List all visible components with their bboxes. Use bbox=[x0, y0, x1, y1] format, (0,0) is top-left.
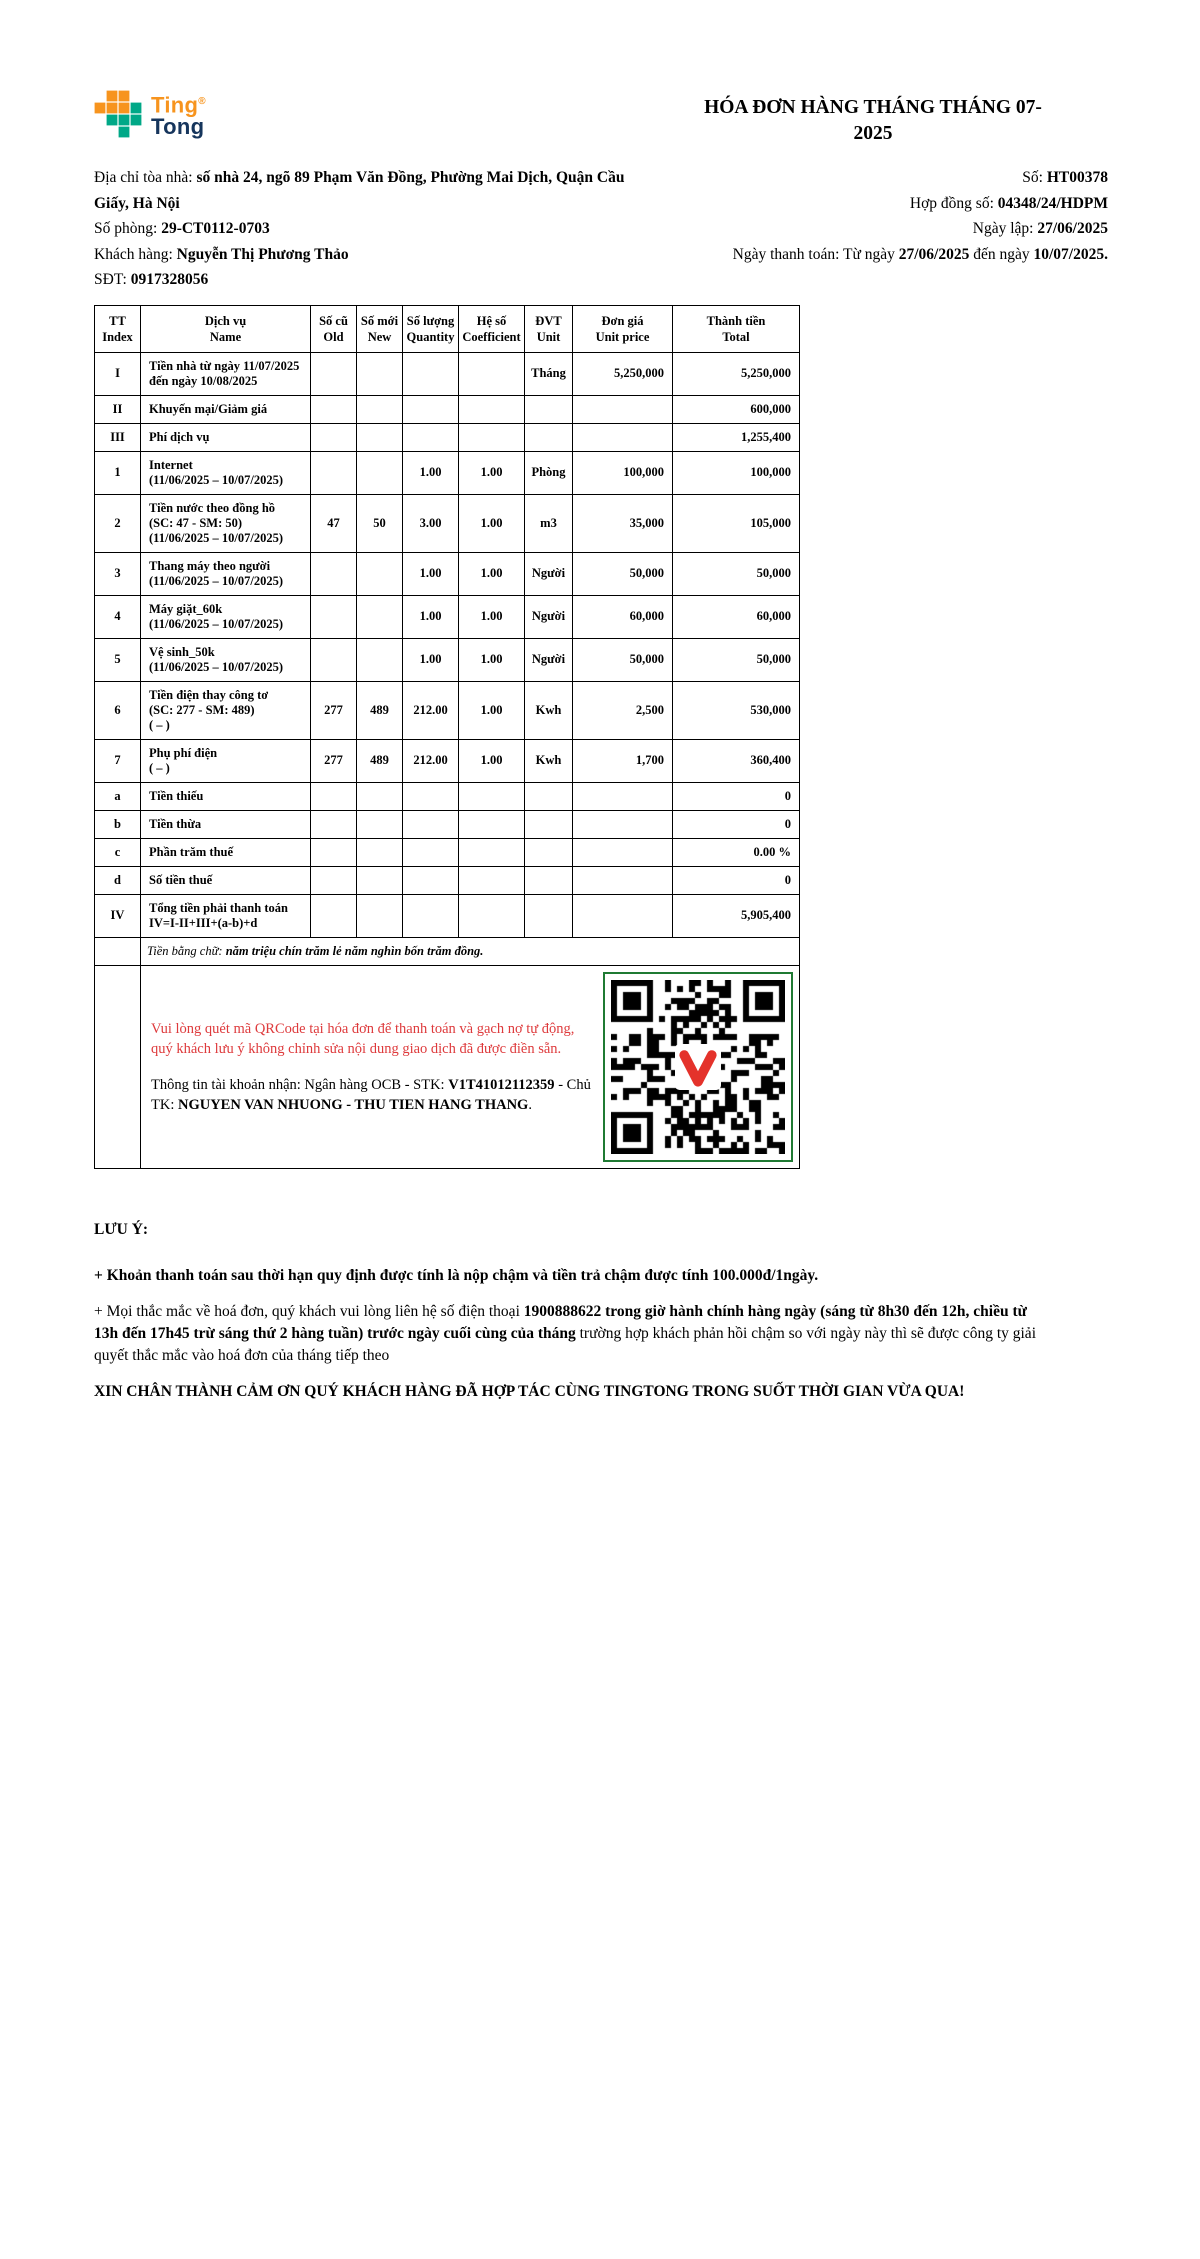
amount-in-words-row bbox=[95, 937, 800, 965]
col-header-new: Số mới New bbox=[357, 305, 403, 352]
cell-unit: Người bbox=[525, 552, 573, 595]
cell-unit bbox=[525, 810, 573, 838]
tingtong-logo-icon bbox=[94, 90, 142, 138]
late-payment-note: + Khoản thanh toán sau thời hạn quy định được tính là nộp chậm và tiền trả chậm được tính 100.000đ/1ngày. bbox=[94, 1266, 819, 1284]
cell-name: Phí dịch vụ bbox=[141, 423, 311, 451]
table-row bbox=[95, 595, 800, 638]
cell-old bbox=[311, 552, 357, 595]
cell-total: 360,400 bbox=[673, 739, 800, 782]
cell-total: 5,905,400 bbox=[673, 894, 800, 937]
cell-total: 100,000 bbox=[673, 451, 800, 494]
col-header-unit-price: Đơn giá Unit price bbox=[573, 305, 673, 352]
col-header-tt: TT Index bbox=[95, 305, 141, 352]
amount-in-words: Tiền bằng chữ: năm triệu chín trăm lẻ năm nghìn bốn trăm đồng. bbox=[141, 937, 800, 965]
invoice-table bbox=[94, 305, 800, 1169]
cell-coef bbox=[459, 423, 525, 451]
cell-new bbox=[357, 595, 403, 638]
cell-old bbox=[311, 782, 357, 810]
cell-tt: b bbox=[95, 810, 141, 838]
cell-tt-empty bbox=[95, 937, 141, 965]
cell-tt: IV bbox=[95, 894, 141, 937]
col-header-service: Dịch vụ Name bbox=[141, 305, 311, 352]
qr-payment-cell bbox=[141, 965, 800, 1168]
cell-name: Máy giặt_60k (11/06/2025 – 10/07/2025) bbox=[141, 595, 311, 638]
table-row bbox=[95, 739, 800, 782]
tingtong-logo bbox=[94, 90, 206, 138]
table-row bbox=[95, 838, 800, 866]
cell-coef: 1.00 bbox=[459, 552, 525, 595]
cell-coef: 1.00 bbox=[459, 494, 525, 552]
invoice-title-line2: 2025 bbox=[853, 123, 893, 144]
contact-note: + Mọi thắc mắc về hoá đơn, quý khách vui lòng liên hệ số điện thoại 1900888622 trong giờ hành chính hàng ngày (sáng từ 8h30 đến 12h, chiều từ 13h đến 17h45 trừ sáng thứ 2 hàng tuần) trước ngày cuối cùng của tháng trường hợp khách phản hồi chậm so với ngày này thì sẽ được công ty giải quyết thắc mắc vào hoá đơn của tháng tiếp theo bbox=[94, 1302, 1036, 1364]
cell-old bbox=[311, 894, 357, 937]
invoice-page bbox=[94, 0, 1108, 1403]
cell-new bbox=[357, 423, 403, 451]
cell-tt: 1 bbox=[95, 451, 141, 494]
cell-qty: 1.00 bbox=[403, 552, 459, 595]
cell-coef: 1.00 bbox=[459, 638, 525, 681]
table-row bbox=[95, 423, 800, 451]
table-row bbox=[95, 782, 800, 810]
col-header-old: Số cũ Old bbox=[311, 305, 357, 352]
invoice-info bbox=[94, 165, 1108, 293]
cell-unit bbox=[525, 395, 573, 423]
cell-total: 105,000 bbox=[673, 494, 800, 552]
table-row bbox=[95, 638, 800, 681]
cell-unit: Kwh bbox=[525, 739, 573, 782]
invoice-title bbox=[638, 90, 1108, 147]
cell-old: 277 bbox=[311, 681, 357, 739]
cell-qty bbox=[403, 352, 459, 395]
thanks-note: XIN CHÂN THÀNH CẢM ƠN QUÝ KHÁCH HÀNG ĐÃ HỢP TÁC CÙNG TINGTONG TRONG SUỐT THỜI GIAN VỪA QUA! bbox=[94, 1382, 965, 1400]
cell-qty: 212.00 bbox=[403, 739, 459, 782]
cell-price: 60,000 bbox=[573, 595, 673, 638]
notes-heading: LƯU Ý: bbox=[94, 1220, 149, 1238]
table-row bbox=[95, 494, 800, 552]
col-header-quantity: Số lượng Quantity bbox=[403, 305, 459, 352]
cell-tt: III bbox=[95, 423, 141, 451]
cell-price bbox=[573, 838, 673, 866]
cell-coef bbox=[459, 838, 525, 866]
qr-row bbox=[95, 965, 800, 1168]
cell-unit: Người bbox=[525, 638, 573, 681]
cell-unit bbox=[525, 423, 573, 451]
qr-text-block bbox=[147, 1019, 591, 1115]
cell-old bbox=[311, 595, 357, 638]
table-row bbox=[95, 866, 800, 894]
cell-price: 5,250,000 bbox=[573, 352, 673, 395]
room-number-line: Số phòng: 29-CT0112-0703 bbox=[94, 220, 270, 237]
customer-name-line: Khách hàng: Nguyễn Thị Phương Thảo bbox=[94, 245, 349, 263]
building-address-line: Địa chỉ tòa nhà: số nhà 24, ngõ 89 Phạm Văn Đồng, Phường Mai Dịch, Quận Cầu Giấy, Hà Nội bbox=[94, 169, 625, 212]
cell-coef: 1.00 bbox=[459, 451, 525, 494]
table-row bbox=[95, 894, 800, 937]
cell-old bbox=[311, 638, 357, 681]
invoice-info-left bbox=[94, 165, 662, 293]
cell-price: 35,000 bbox=[573, 494, 673, 552]
cell-new bbox=[357, 894, 403, 937]
invoice-header bbox=[94, 90, 1108, 147]
cell-total: 1,255,400 bbox=[673, 423, 800, 451]
cell-new bbox=[357, 838, 403, 866]
cell-old bbox=[311, 866, 357, 894]
cell-name: Tiền thừa bbox=[141, 810, 311, 838]
cell-name: Vệ sinh_50k (11/06/2025 – 10/07/2025) bbox=[141, 638, 311, 681]
invoice-number-line: Số: HT00378 bbox=[1022, 169, 1108, 186]
table-row bbox=[95, 681, 800, 739]
cell-new: 489 bbox=[357, 739, 403, 782]
cell-tt: d bbox=[95, 866, 141, 894]
cell-tt: c bbox=[95, 838, 141, 866]
cell-coef bbox=[459, 866, 525, 894]
cell-price bbox=[573, 423, 673, 451]
cell-qty bbox=[403, 395, 459, 423]
invoice-table-body bbox=[95, 352, 800, 1168]
invoice-footer bbox=[94, 1219, 1052, 1403]
cell-name: Phụ phí điện ( – ) bbox=[141, 739, 311, 782]
cell-tt: 5 bbox=[95, 638, 141, 681]
cell-new bbox=[357, 352, 403, 395]
cell-unit: Phòng bbox=[525, 451, 573, 494]
cell-total: 60,000 bbox=[673, 595, 800, 638]
cell-coef: 1.00 bbox=[459, 681, 525, 739]
col-header-unit: ĐVT Unit bbox=[525, 305, 573, 352]
cell-new bbox=[357, 782, 403, 810]
payment-period-line: Ngày thanh toán: Từ ngày 27/06/2025 đến ngày 10/07/2025. bbox=[732, 245, 1108, 263]
table-row bbox=[95, 552, 800, 595]
col-header-total: Thành tiền Total bbox=[673, 305, 800, 352]
cell-old bbox=[311, 395, 357, 423]
cell-tt: 2 bbox=[95, 494, 141, 552]
cell-total: 600,000 bbox=[673, 395, 800, 423]
cell-tt: 3 bbox=[95, 552, 141, 595]
cell-old bbox=[311, 838, 357, 866]
cell-tt-empty bbox=[95, 965, 141, 1168]
cell-unit: m3 bbox=[525, 494, 573, 552]
cell-new bbox=[357, 552, 403, 595]
cell-price bbox=[573, 866, 673, 894]
cell-qty bbox=[403, 866, 459, 894]
cell-coef: 1.00 bbox=[459, 739, 525, 782]
invoice-title-line1: HÓA ĐƠN HÀNG THÁNG THÁNG 07- bbox=[704, 97, 1042, 118]
table-row bbox=[95, 352, 800, 395]
table-row bbox=[95, 810, 800, 838]
cell-tt: I bbox=[95, 352, 141, 395]
cell-coef bbox=[459, 810, 525, 838]
col-header-coefficient: Hệ số Coefficient bbox=[459, 305, 525, 352]
cell-name: Tiền thiếu bbox=[141, 782, 311, 810]
cell-tt: 7 bbox=[95, 739, 141, 782]
cell-total: 0 bbox=[673, 782, 800, 810]
cell-total: 0 bbox=[673, 810, 800, 838]
cell-name: Phần trăm thuế bbox=[141, 838, 311, 866]
cell-old bbox=[311, 423, 357, 451]
cell-unit: Tháng bbox=[525, 352, 573, 395]
cell-qty: 1.00 bbox=[403, 638, 459, 681]
logo-word-tong: Tong bbox=[151, 113, 205, 139]
cell-total: 0.00 % bbox=[673, 838, 800, 866]
cell-total: 530,000 bbox=[673, 681, 800, 739]
cell-qty: 212.00 bbox=[403, 681, 459, 739]
logo-word-ting: Ting® bbox=[151, 92, 206, 118]
qr-code bbox=[603, 972, 793, 1162]
cell-new bbox=[357, 395, 403, 423]
cell-total: 0 bbox=[673, 866, 800, 894]
cell-qty bbox=[403, 423, 459, 451]
table-row bbox=[95, 395, 800, 423]
cell-name: Tiền nước theo đồng hồ (SC: 47 - SM: 50) (11/06/2025 – 10/07/2025) bbox=[141, 494, 311, 552]
cell-unit: Kwh bbox=[525, 681, 573, 739]
table-row bbox=[95, 451, 800, 494]
cell-name: Tổng tiền phải thanh toán IV=I-II+III+(a-b)+d bbox=[141, 894, 311, 937]
cell-coef bbox=[459, 352, 525, 395]
cell-old: 47 bbox=[311, 494, 357, 552]
cell-qty bbox=[403, 782, 459, 810]
cell-name: Internet (11/06/2025 – 10/07/2025) bbox=[141, 451, 311, 494]
cell-tt: a bbox=[95, 782, 141, 810]
cell-price bbox=[573, 810, 673, 838]
cell-qty: 3.00 bbox=[403, 494, 459, 552]
cell-coef: 1.00 bbox=[459, 595, 525, 638]
cell-price: 1,700 bbox=[573, 739, 673, 782]
cell-price bbox=[573, 894, 673, 937]
cell-new bbox=[357, 451, 403, 494]
cell-total: 50,000 bbox=[673, 552, 800, 595]
cell-price: 50,000 bbox=[573, 638, 673, 681]
cell-new: 489 bbox=[357, 681, 403, 739]
cell-qty bbox=[403, 810, 459, 838]
cell-price bbox=[573, 782, 673, 810]
cell-unit bbox=[525, 894, 573, 937]
cell-new bbox=[357, 810, 403, 838]
cell-name: Tiền nhà từ ngày 11/07/2025 đến ngày 10/08/2025 bbox=[141, 352, 311, 395]
cell-qty: 1.00 bbox=[403, 451, 459, 494]
cell-unit bbox=[525, 838, 573, 866]
cell-qty: 1.00 bbox=[403, 595, 459, 638]
bank-account-info: Thông tin tài khoản nhận: Ngân hàng OCB - STK: V1T41012112359 - Chủ TK: NGUYEN VAN NHUONG - THU TIEN HANG THANG. bbox=[151, 1076, 591, 1113]
cell-old bbox=[311, 451, 357, 494]
cell-old: 277 bbox=[311, 739, 357, 782]
cell-coef bbox=[459, 894, 525, 937]
phone-number-line: SĐT: 0917328056 bbox=[94, 271, 209, 288]
cell-unit: Người bbox=[525, 595, 573, 638]
issue-date-line: Ngày lập: 27/06/2025 bbox=[972, 220, 1108, 237]
cell-old bbox=[311, 352, 357, 395]
cell-tt: II bbox=[95, 395, 141, 423]
invoice-info-right bbox=[680, 165, 1108, 293]
qr-payment-notice: Vui lòng quét mã QRCode tại hóa đơn để thanh toán và gạch nợ tự động, quý khách lưu ý không chỉnh sửa nội dung giao dịch đã được điền sẵn. bbox=[151, 1020, 575, 1057]
cell-old bbox=[311, 810, 357, 838]
cell-unit bbox=[525, 782, 573, 810]
cell-new bbox=[357, 638, 403, 681]
cell-total: 50,000 bbox=[673, 638, 800, 681]
cell-price: 50,000 bbox=[573, 552, 673, 595]
cell-price: 100,000 bbox=[573, 451, 673, 494]
cell-name: Thang máy theo người (11/06/2025 – 10/07/2025) bbox=[141, 552, 311, 595]
tingtong-logo-text bbox=[151, 91, 206, 139]
cell-price bbox=[573, 395, 673, 423]
cell-qty bbox=[403, 894, 459, 937]
cell-name: Tiền điện thay công tơ (SC: 277 - SM: 489) ( – ) bbox=[141, 681, 311, 739]
cell-qty bbox=[403, 838, 459, 866]
cell-tt: 6 bbox=[95, 681, 141, 739]
qr-center-logo-icon bbox=[675, 1044, 721, 1090]
cell-new bbox=[357, 866, 403, 894]
cell-coef bbox=[459, 395, 525, 423]
cell-name: Số tiền thuế bbox=[141, 866, 311, 894]
cell-total: 5,250,000 bbox=[673, 352, 800, 395]
cell-tt: 4 bbox=[95, 595, 141, 638]
cell-unit bbox=[525, 866, 573, 894]
cell-new: 50 bbox=[357, 494, 403, 552]
cell-coef bbox=[459, 782, 525, 810]
contract-number-line: Hợp đồng số: 04348/24/HDPM bbox=[909, 194, 1108, 212]
registered-mark: ® bbox=[198, 96, 206, 108]
cell-price: 2,500 bbox=[573, 681, 673, 739]
table-header-row bbox=[95, 305, 800, 352]
cell-name: Khuyến mại/Giảm giá bbox=[141, 395, 311, 423]
